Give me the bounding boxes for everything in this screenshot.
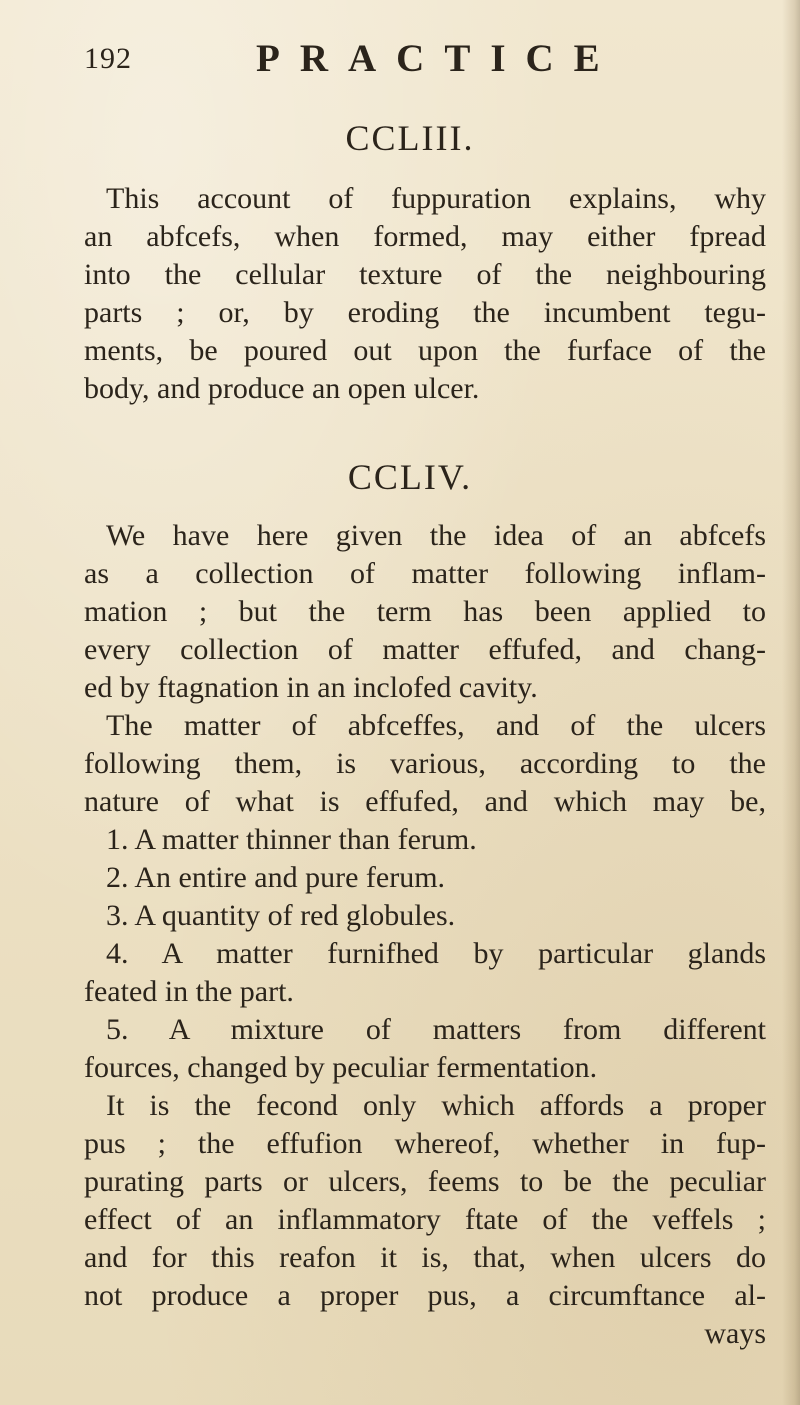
text-line: It is the fecond only which affords a proper — [106, 1089, 766, 1122]
text-line: ments, be poured out upon the furface of the — [84, 334, 766, 367]
text-line: not produce a proper pus, a circumftance al- — [84, 1279, 766, 1312]
text-line: parts ; or, by eroding the incumbent tegu- — [84, 296, 766, 329]
list-item: 3. A quantity of red globules. — [106, 899, 456, 932]
text-line: fources, changed by peculiar fermentation. — [84, 1051, 598, 1084]
text-line: mation ; but the term has been applied to — [84, 595, 766, 628]
text-line: body, and produce an open ulcer. — [84, 372, 480, 405]
list-item: 1. A matter thinner than ferum. — [106, 823, 477, 856]
text-line: as a collection of matter following inflam- — [84, 557, 766, 590]
list-item: 2. An entire and pure ferum. — [106, 861, 446, 894]
catchword: ways — [704, 1317, 766, 1350]
text-line: every collection of matter effufed, and chang- — [84, 633, 766, 666]
text-line: This account of fuppuration explains, why — [106, 182, 766, 215]
text-line: pus ; the effufion whereof, whether in fup- — [84, 1127, 766, 1160]
text-line: purating parts or ulcers, feems to be the peculiar — [84, 1165, 766, 1198]
text-line: ed by ftagnation in an inclofed cavity. — [84, 671, 538, 704]
text-line: effect of an inflammatory ftate of the veffels ; — [84, 1203, 766, 1236]
section-body — [84, 180, 766, 408]
running-head-title: PRACTICE — [256, 37, 620, 80]
running-head — [84, 36, 744, 82]
list-item: 5. A mixture of matters from different — [106, 1013, 766, 1046]
section-heading: CCLIV. — [347, 457, 473, 497]
text-line: an abfcefs, when formed, may either fpread — [84, 220, 766, 253]
text-line: into the cellular texture of the neighbouring — [84, 258, 766, 291]
list-item: 4. A matter furnifhed by particular glands — [106, 937, 766, 970]
section-heading: CCLIII. — [345, 118, 475, 158]
page-edge-shadow — [782, 0, 800, 1405]
section-body — [84, 517, 766, 1353]
text-line: The matter of abfceffes, and of the ulcers — [106, 709, 766, 742]
page-number: 192 — [84, 42, 132, 75]
text-line: nature of what is effufed, and which may be, — [84, 785, 766, 818]
text-line: following them, is various, according to the — [84, 747, 766, 780]
text-line: We have here given the idea of an abfcefs — [106, 519, 766, 552]
text-line: feated in the part. — [84, 975, 294, 1008]
text-line: and for this reafon it is, that, when ulcers do — [84, 1241, 766, 1274]
